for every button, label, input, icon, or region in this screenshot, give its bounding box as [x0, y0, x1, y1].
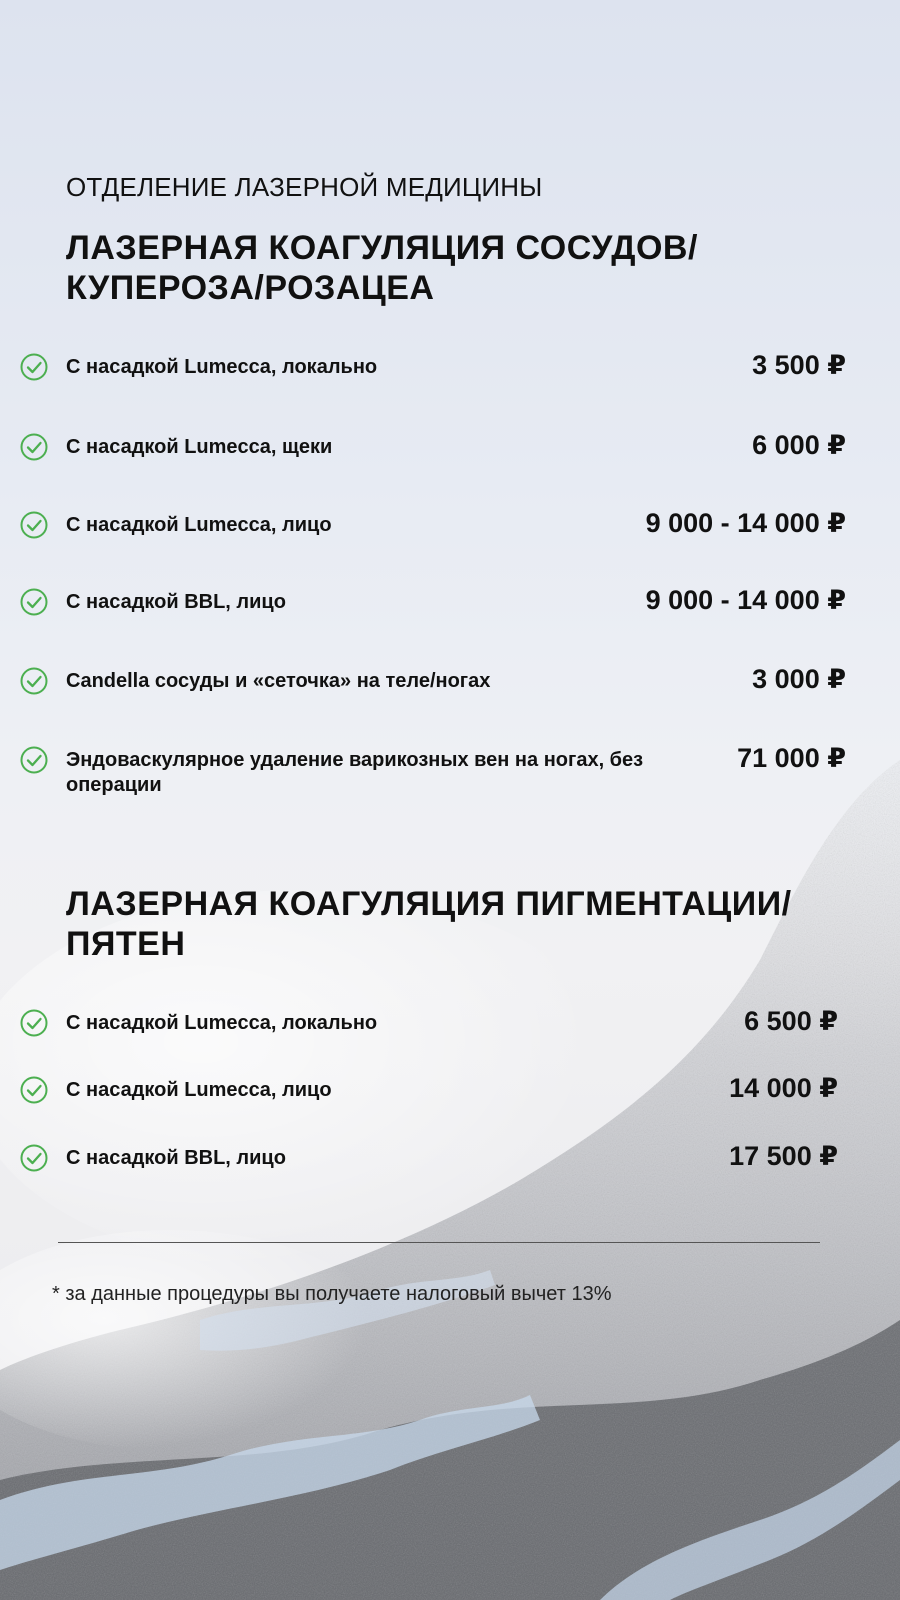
- section-title-pigmentation: [66, 884, 792, 964]
- service-price: 6 500 ₽: [744, 1006, 838, 1036]
- divider-line: [58, 1242, 820, 1243]
- service-label: С насадкой Lumecca, лицо: [66, 1079, 332, 1101]
- department-heading: ОТДЕЛЕНИЕ ЛАЗЕРНОЙ МЕДИЦИНЫ: [66, 172, 543, 202]
- section-title-line: ЛАЗЕРНАЯ КОАГУЛЯЦИЯ СОСУДОВ/: [66, 229, 698, 267]
- service-price: 71 000 ₽: [737, 743, 846, 773]
- check-circle-icon: [19, 1143, 49, 1173]
- service-label: С насадкой Lumecca, локально: [66, 356, 378, 378]
- service-price: 9 000 - 14 000 ₽: [645, 585, 846, 615]
- service-label: С насадкой BBL, лицо: [66, 591, 286, 613]
- check-circle-icon: [19, 1075, 49, 1105]
- check-circle-icon: [19, 1008, 49, 1038]
- service-label: Candella сосуды и «сеточка» на теле/ногах: [66, 670, 491, 692]
- section-title-line: ЛАЗЕРНАЯ КОАГУЛЯЦИЯ ПИГМЕНТАЦИИ/: [66, 885, 792, 923]
- service-price: 6 000 ₽: [752, 430, 846, 460]
- service-price: 3 500 ₽: [752, 350, 846, 380]
- check-circle-icon: [19, 432, 49, 462]
- service-label: Эндоваскулярное удаление варикозных вен на ногах, без операции: [66, 749, 644, 796]
- service-label: С насадкой BBL, лицо: [66, 1147, 286, 1169]
- check-circle-icon: [19, 587, 49, 617]
- service-label: С насадкой Lumecca, локально: [66, 1012, 378, 1034]
- service-price: 17 500 ₽: [729, 1141, 838, 1171]
- service-label: С насадкой Lumecca, лицо: [66, 514, 332, 536]
- section-title-line: КУПЕРОЗА/РОЗАЦЕА: [66, 269, 435, 307]
- tax-deduction-note: * за данные процедуры вы получаете налоговый вычет 13%: [52, 1283, 612, 1305]
- service-label: С насадкой Lumecca, щеки: [66, 436, 333, 458]
- section-title-line: ПЯТЕН: [66, 925, 186, 963]
- check-circle-icon: [19, 745, 49, 775]
- check-circle-icon: [19, 510, 49, 540]
- service-price: 3 000 ₽: [752, 664, 846, 694]
- check-circle-icon: [19, 352, 49, 382]
- section-title-vessels: [66, 228, 698, 308]
- service-price: 14 000 ₽: [729, 1073, 838, 1103]
- check-circle-icon: [19, 666, 49, 696]
- service-price: 9 000 - 14 000 ₽: [645, 508, 846, 538]
